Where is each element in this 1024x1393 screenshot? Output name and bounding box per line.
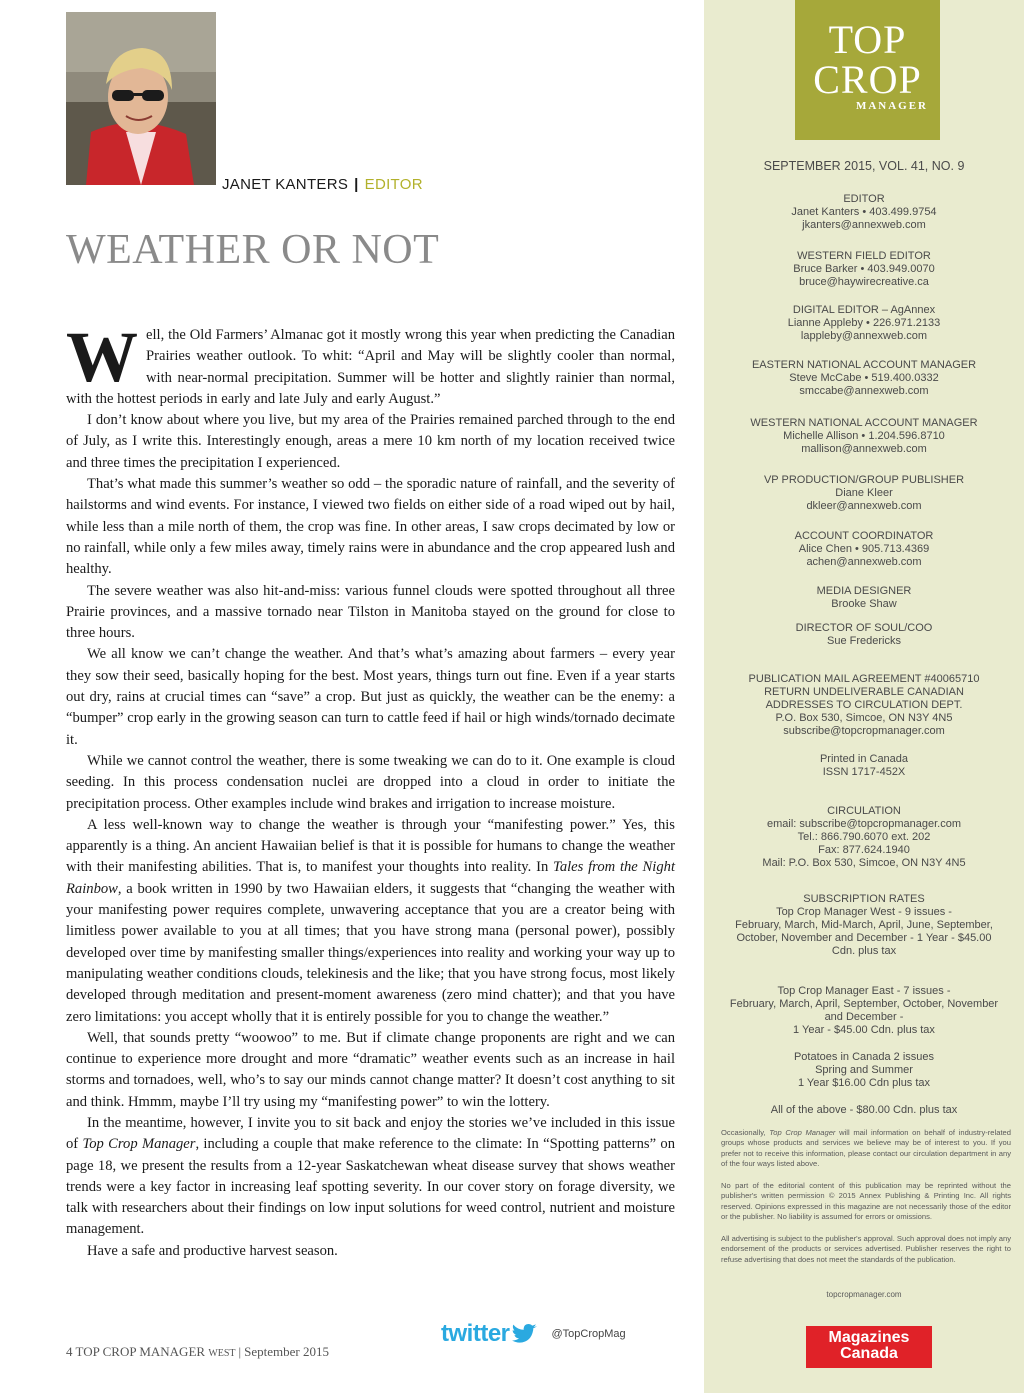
magazine-title: Top Crop Manager [82,1136,196,1153]
masthead-editor: EDITOR Janet Kanters • 403.499.9754 jkanters@annexweb.com [791,193,937,231]
article-paragraph: Well, that sounds pretty “woowoo” to me. But if climate change proponents are right and we can continue to experience more drought and more “dramatic” weather events such as an increase in hail storms and tornadoes, well, who’s to say our minds cannot change matter? It doesn’t cost anything to sit and think. Hmmm, maybe I’ll try using my “manifesting power” to win the lottery. [66,1029,675,1110]
footer-divider: | [238,1344,242,1359]
masthead-eastern-account: EASTERN NATIONAL ACCOUNT MANAGER Steve McCabe • 519.400.0332 smccabe@annexweb.com [751,359,977,397]
article-body [66,317,675,1262]
circulation-info: CIRCULATION email: subscribe@topcropmanager.com Tel.: 866.790.6070 ext. 202 Fax: 877.624.1940 Mail: P.O. Box 530, Simcoe, ON N3Y 4N5 [762,805,966,869]
author-role: EDITOR [364,176,423,193]
twitter-wordmark: twitter [441,1320,510,1347]
website-link[interactable]: topcropmanager.com [826,1290,902,1299]
byline-separator: | [354,176,359,193]
masthead-vp-production: VP PRODUCTION/GROUP PUBLISHER Diane Kleer dkleer@annexweb.com [763,474,965,512]
drop-cap: W [66,317,138,397]
copyright-notice: No part of the editorial content of this publication may be reprinted without the publisher's written permission © 2015 Annex Publishing & Printing Inc. All rights reserved. Opinions expressed in this magazine are not necessarily those of the editor or the publisher. No liability is assumed for errors or omissions. [721,1181,1011,1222]
article-paragraph: In the meantime, however, I invite you to sit back and enjoy the stories we’ve included in this issue of Top Crop Manager, including a couple that make reference to the climate: In “Spotting patterns” on page 18, we present the results from a 12-year Saskatchewan wheat disease survey that shows weather trends were a key factor in increasing leaf spotting severity. In our cover story on forage diversity, we talk with researchers about their findings on low input solutions for weed control, nutrient and moisture management. [66,1114,675,1238]
subscription-rates-all: All of the above - $80.00 Cdn. plus tax [770,1104,958,1116]
article-paragraph: Well, the Old Farmers’ Almanac got it mostly wrong this year when predicting the Canadian Prairies weather outlook. To whit: “April and May will be slightly cooler than normal, with near-normal precipitation. Summer will be hotter and slightly rainier than normal, with the hottest periods in early and late July and early August.” [66,317,675,407]
masthead-western-field-editor: WESTERN FIELD EDITOR Bruce Barker • 403.949.0070 bruce@haywirecreative.ca [793,250,935,288]
subscription-rates-potatoes: Potatoes in Canada 2 issues Spring and Summer 1 Year $16.00 Cdn plus tax [793,1051,935,1089]
page-number: 4 [66,1344,73,1359]
article-paragraph: Have a safe and productive harvest season. [87,1242,338,1259]
masthead-western-account: WESTERN NATIONAL ACCOUNT MANAGER Michelle Allison • 1.204.596.8710 mallison@annexweb.com [750,417,978,455]
article-paragraph: That’s what made this summer’s weather so odd – the sporadic nature of rainfall, and the severity of hailstorms and wind events. For instance, I viewed two fields on either side of a road wiped out by hail, while less than a mile north of them, the crop was fine. In other areas, I saw crops decimated by low or no rainfall, while only a few miles away, timely rains were in abundance and the crop appeared lush and healthy. [66,476,675,578]
mailing-notice: Occasionally, Top Crop Manager will mail information on behalf of industry-related groups whose products and services we believe may be of interest to you. If you prefer not to receive this information, please contact our circulation department in any of the four ways listed above. [721,1128,1011,1169]
editor-photo [66,12,216,185]
footer-date: September 2015 [244,1344,329,1359]
book-title: Tales from the Night Rainbow [66,859,675,897]
top-crop-manager-logo: TOP CROP MANAGER [795,0,940,140]
masthead-account-coordinator: ACCOUNT COORDINATOR Alice Chen • 905.713.4369 achen@annexweb.com [794,530,934,568]
subscription-rates-west: SUBSCRIPTION RATES Top Crop Manager West - 9 issues - February, March, Mid-March, April, June, September, October, November and December - 1 Year - $45.00 Cdn. plus tax [735,893,993,957]
magazines-canada-logo: Magazines Canada [806,1326,932,1368]
article-paragraph: While we cannot control the weather, there is some tweaking we can do to it. One example is cloud seeding. In this process condensation nuclei are dropped into a cloud in order to initiate the precipitation process. Other examples include wind brakes and irrigation to increase moisture. [66,752,675,812]
masthead-media-designer: MEDIA DESIGNER Brooke Shaw [816,585,912,610]
printed-info: Printed in Canada ISSN 1717-452X [819,753,909,778]
author-name: JANET KANTERS [222,176,349,193]
article-paragraph: I don’t know about where you live, but my area of the Prairies remained parched through to the end of July, as I write this. Interestingly enough, areas a mere 10 km north of my location received twice and three times the precipitation I experienced. [66,412,675,471]
article-paragraph: A less well-known way to change the weather is through your “manifesting power.” Yes, this apparently is a thing. An ancient Hawaiian belief is that it is possible for humans to change the weather with their manifesting abilities. That is, to manifest your thoughts into reality. In Tales from the Night Rainbow, a book written in 1990 by two Hawaiian elders, it suggests that “changing the weather with your manifesting power requires complete, unwavering acceptance that you are a creator being with limitless power available to you at all times; that you have strong mana (personal power), possibly developed over time by manifesting smaller things/experiences into reality and working your way up to manipulating weather conditions clouds, telekinesis and the like; that you have strong focus, most likely developed through meditation and present-moment awareness (zero mind chatter); and that you have zero limitations: you accept wholly that it is entirely possible for you to change the weather.” [66,816,675,1025]
footer-magazine: TOP CROP MANAGER [75,1344,206,1359]
subscription-rates-east: Top Crop Manager East - 7 issues - February, March, April, September, October, November and December - 1 Year - $45.00 Cdn. plus tax [729,985,999,1036]
headline: WEATHER OR NOT [66,227,440,273]
page-footer [66,1344,329,1360]
advertising-notice: All advertising is subject to the publisher's approval. Such approval does not imply any endorsement of the products or services advertised. Publisher reserves the right to refuse advertising that does not meet the standards of the publication. [721,1234,1011,1264]
twitter-handle[interactable]: @TopCropMag [551,1328,626,1340]
article-paragraph: The severe weather was also hit-and-miss: various funnel clouds were spotted throughout all three Prairie provinces, and a massive tornado near Tilston in Manitoba stayed on the ground for close to three hours. [66,582,675,642]
masthead-digital-editor: DIGITAL EDITOR – AgAnnex Lianne Appleby • 226.971.2133 lappleby@annexweb.com [787,304,941,342]
issue-info: SEPTEMBER 2015, VOL. 41, NO. 9 [763,159,965,173]
byline [222,176,423,193]
publication-mail-agreement: PUBLICATION MAIL AGREEMENT #40065710 RETURN UNDELIVERABLE CANADIAN ADDRESSES TO CIRCULATION DEPT. P.O. Box 530, Simcoe, ON N3Y 4N5 subscribe@topcropmanager.com [748,673,980,737]
twitter-badge[interactable] [441,1320,626,1348]
masthead-director: DIRECTOR OF SOUL/COO Sue Fredericks [795,622,933,647]
twitter-bird-icon [512,1323,538,1345]
article-paragraph: We all know we can’t change the weather. And that’s what’s amazing about farmers – every year they sow their seed, basically hoping for the best. Most years, things turn out fine. Even if a year starts out dry, rains at crucial times can “save” a crop. But just as quickly, the weather can be the enemy: a “bumper” crop early in the growing season can turn to cattle feed if hail or high winds/tornado decimate it. [66,646,675,748]
footer-edition: WEST [208,1348,236,1359]
masthead-sidebar [704,0,1024,1393]
